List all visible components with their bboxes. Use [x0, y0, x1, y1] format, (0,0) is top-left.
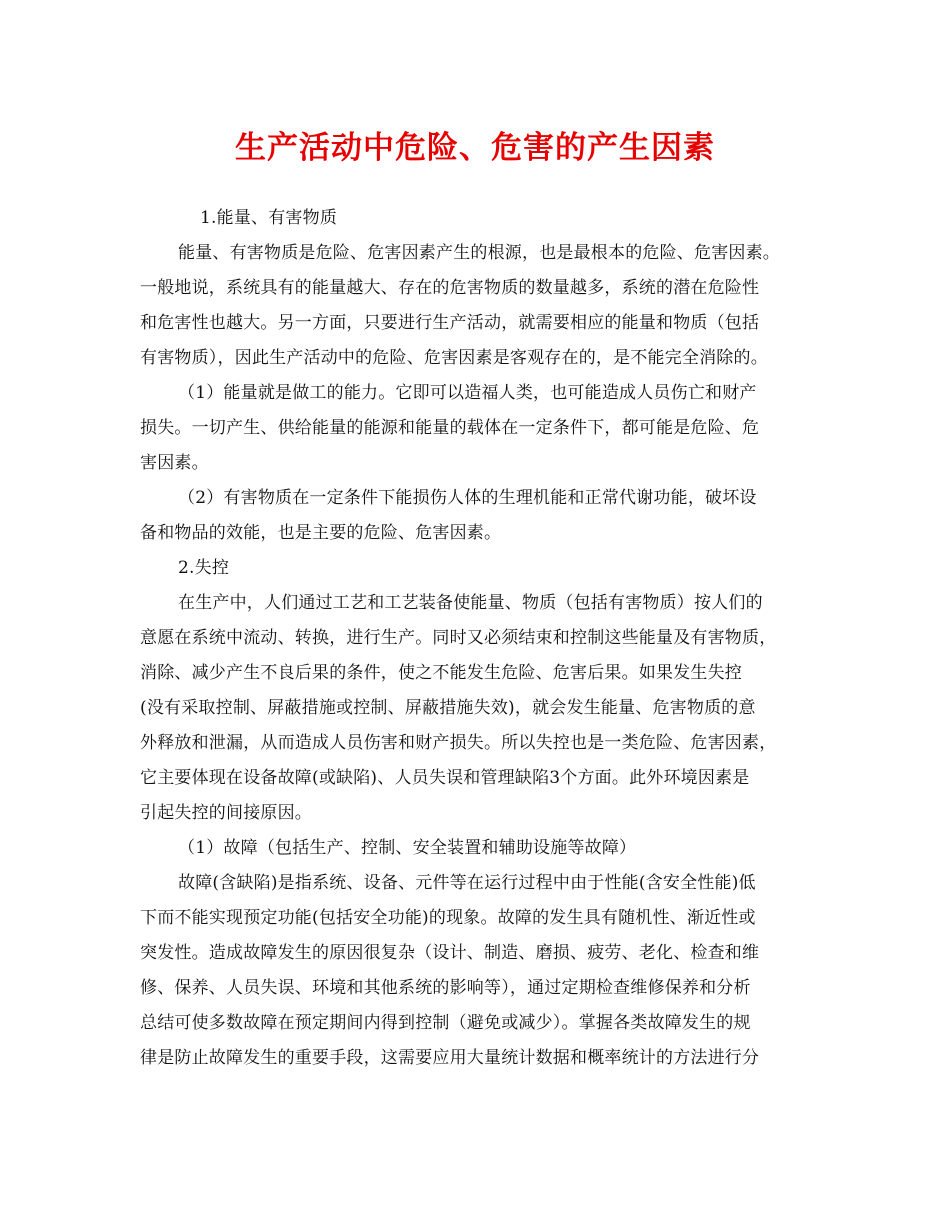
- paragraph-line: 外释放和泄漏，从而造成人员伤害和财产损失。所以失控也是一类危险、危害因素，: [140, 733, 777, 753]
- paragraph-line: 和危害性也越大。另一方面，只要进行生产活动，就需要相应的能量和物质（包括: [140, 313, 760, 333]
- paragraph-line: 害因素。: [140, 453, 209, 473]
- page-title: 生产活动中危险、危害的产生因素: [235, 130, 715, 166]
- section-heading: 1.能量、有害物质: [200, 208, 338, 228]
- paragraph-line: 意愿在系统中流动、转换，进行生产。同时又必须结束和控制这些能量及有害物质，: [140, 628, 777, 648]
- paragraph-line: （1）故障（包括生产、控制、安全装置和辅助设施等故障）: [178, 838, 637, 858]
- paragraph-line: 突发性。造成故障发生的原因很复杂（设计、制造、磨损、疲劳、老化、检查和维: [140, 943, 760, 963]
- paragraph-line: 消除、减少产生不良后果的条件，使之不能发生危险、危害后果。如果发生失控: [140, 663, 742, 683]
- section-heading: 2.失控: [178, 558, 230, 578]
- paragraph-line: 有害物质），因此生产活动中的危险、危害因素是客观存在的，是不能完全消除的。: [140, 348, 768, 368]
- paragraph-line: （1）能量就是做工的能力。它即可以造福人类，也可能造成人员伤亡和财产: [178, 383, 757, 403]
- paragraph-line: 修、保养、人员失误、环境和其他系统的影响等），通过定期检查维修保养和分析: [140, 978, 751, 998]
- paragraph-line: 在生产中，人们通过工艺和工艺装备使能量、物质（包括有害物质）按人们的: [178, 593, 763, 613]
- paragraph-line: 能量、有害物质是危险、危害因素产生的根源，也是最根本的危险、危害因素。: [178, 243, 780, 263]
- paragraph-line: 律是防止故障发生的重要手段，这需要应用大量统计数据和概率统计的方法进行分: [140, 1048, 760, 1068]
- paragraph-line: 损失。一切产生、供给能量的能源和能量的载体在一定条件下，都可能是危险、危: [140, 418, 760, 438]
- paragraph-line: 引起失控的间接原因。: [140, 803, 312, 823]
- paragraph-line: 下而不能实现预定功能(包括安全功能)的现象。故障的发生具有随机性、渐近性或: [140, 908, 756, 928]
- paragraph-line: (没有采取控制、屏蔽措施或控制、屏蔽措施失效)，就会发生能量、危害物质的意: [140, 698, 756, 718]
- paragraph-line: 一般地说，系统具有的能量越大、存在的危害物质的数量越多，系统的潜在危险性: [140, 278, 760, 298]
- paragraph-line: 故障(含缺陷)是指系统、设备、元件等在运行过程中由于性能(含安全性能)低: [178, 873, 756, 893]
- paragraph-line: 备和物品的效能，也是主要的危险、危害因素。: [140, 523, 502, 543]
- paragraph-line: 总结可使多数故障在预定期间内得到控制（避免或减少）。掌握各类故障发生的规: [140, 1013, 751, 1033]
- paragraph-line: 它主要体现在设备故障(或缺陷)、人员失误和管理缺陷3个方面。此外环境因素是: [140, 768, 750, 788]
- paragraph-line: （2）有害物质在一定条件下能损伤人体的生理机能和正常代谢功能，破坏设: [178, 488, 757, 508]
